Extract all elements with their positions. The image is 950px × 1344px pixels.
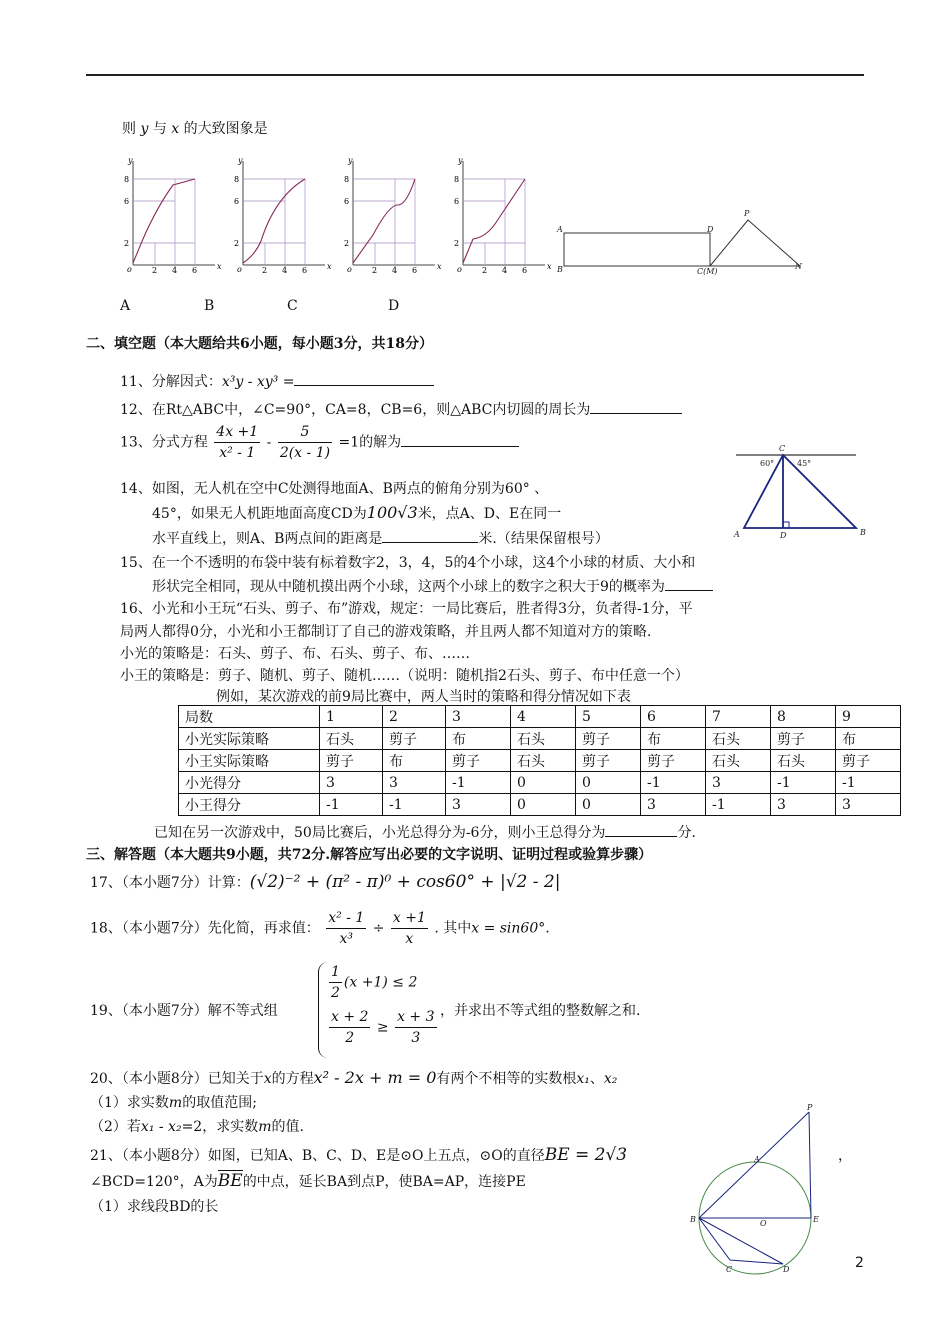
graph-options-figure xyxy=(115,155,815,285)
table-cell: 3 xyxy=(446,794,511,816)
q13: 13、分式方程 $\frac{4x +1}{\text{x² - 1}}$ - $\frac{5}{2(x - 1)}$ =1的解为 xyxy=(120,422,519,463)
q21-fig-D: D xyxy=(783,1265,790,1274)
fig-label-B: B xyxy=(557,265,563,274)
q14-figure xyxy=(726,440,876,540)
table-cell: 4 xyxy=(511,706,576,728)
graph-curve xyxy=(133,179,195,263)
table-cell: 小光实际策略 xyxy=(179,728,320,750)
section2-title: 二、填空题（本大题给共6小题，每小题3分，共18分） xyxy=(86,336,433,352)
graph-guides xyxy=(243,179,305,265)
table-cell: 0 xyxy=(511,772,576,794)
table-cell: 5 xyxy=(576,706,641,728)
graph-y-label: y xyxy=(348,156,353,165)
table-cell: 0 xyxy=(576,794,641,816)
option-A: A xyxy=(120,298,131,314)
table-cell: 剪子 xyxy=(576,728,641,750)
q18: 18、（本小题7分）先化简，再求值： $\frac{\text{x² - 1}}{\text{x³}}$ ÷ $\frac{x +1}{x}$ . 其中x = sin60°. xyxy=(90,910,550,947)
q11: 11、分解因式：x³y - xy³ = xyxy=(120,371,434,391)
graph-guides xyxy=(463,179,525,265)
q21-line1: 21、（本小题8分）如图，已知A、B、C、D、E是⊙O上五点，⊙O的直径BE = 2√3 xyxy=(90,1145,628,1165)
graph-curve xyxy=(463,179,525,263)
q14-fig-60: 60° xyxy=(760,459,775,468)
graph-ytick: 2 xyxy=(234,239,240,248)
graph-ytick: 8 xyxy=(124,175,130,184)
option-C: C xyxy=(287,298,298,314)
q16-line2: 局两人都得0分，小光和小王都制订了自己的游戏策略，并且两人都不知道对方的策略. xyxy=(120,624,652,640)
graph-xtick: 2 xyxy=(372,266,378,275)
graph-xtick: 4 xyxy=(172,266,178,275)
q12: 12、在Rt△ABC中，∠C=90°，CA=8，CB=6，则△ABC内切圆的周长为 xyxy=(120,399,682,419)
table-row xyxy=(179,772,901,794)
graph-ytick: 6 xyxy=(454,197,460,206)
graph-origin: o xyxy=(237,265,242,274)
table-cell: -1 xyxy=(836,772,901,794)
graph-ytick: 6 xyxy=(124,197,130,206)
graph-axes xyxy=(353,161,435,265)
table-cell: 7 xyxy=(706,706,771,728)
graph-x-label: x xyxy=(547,262,552,271)
graph-xtick: 4 xyxy=(282,266,288,275)
option-D: D xyxy=(388,298,400,314)
table-cell: 3 xyxy=(320,772,383,794)
table-cell: 3 xyxy=(771,794,836,816)
table-cell: 剪子 xyxy=(446,750,511,772)
graph-ytick: 2 xyxy=(124,239,130,248)
q14-line1: 14、如图，无人机在空中C处测得地面A、B两点的俯角分别为60° 、 xyxy=(120,481,549,497)
q14-fig-B: B xyxy=(860,528,866,537)
page-number: 2 xyxy=(855,1255,864,1271)
table-cell: 布 xyxy=(383,750,446,772)
graph-x-label: x xyxy=(437,262,442,271)
graph-xtick: 6 xyxy=(302,266,308,275)
q17: 17、（本小题7分）计算：(√2)⁻² + (π² - π)⁰ + cos60° + |√2 - 2| xyxy=(90,872,561,892)
q14-fig-D: D xyxy=(780,531,787,540)
table-cell: 剪子 xyxy=(836,750,901,772)
q21-fig-B: B xyxy=(690,1215,696,1224)
table-cell: 3 xyxy=(383,772,446,794)
q19-label: 19、（本小题7分）解不等式组 xyxy=(90,1003,278,1019)
table-cell: 布 xyxy=(446,728,511,750)
table-cell: 石头 xyxy=(771,750,836,772)
table-cell: 1 xyxy=(320,706,383,728)
graph-ytick: 8 xyxy=(234,175,240,184)
table-cell: 石头 xyxy=(320,728,383,750)
q20-line1: 20、（本小题8分）已知关于x的方程x² - 2x + m = 0有两个不相等的实数根x₁、x₂ xyxy=(90,1068,618,1087)
option-B: B xyxy=(204,298,215,314)
graph-x-label: x xyxy=(327,262,332,271)
q20-part2: （2）若x₁ - x₂=2，求实数m的值. xyxy=(90,1119,304,1135)
graph-y-label: y xyxy=(128,156,133,165)
table-cell: 0 xyxy=(576,772,641,794)
table-cell: -1 xyxy=(446,772,511,794)
table-cell: 小王实际策略 xyxy=(179,750,320,772)
fig-label-A: A xyxy=(557,225,563,234)
table-cell: -1 xyxy=(771,772,836,794)
graph-ytick: 2 xyxy=(344,239,350,248)
graph-axes xyxy=(133,161,215,265)
fig-label-CM: C(M) xyxy=(697,267,718,276)
q16-line3: 小光的策略是：石头、剪子、布、石头、剪子、布、…… xyxy=(120,646,470,662)
table-row xyxy=(179,750,901,772)
table-cell: 剪子 xyxy=(641,750,706,772)
graph-ytick: 6 xyxy=(344,197,350,206)
table-row xyxy=(179,706,901,728)
table-cell: 石头 xyxy=(706,750,771,772)
table-cell: 剪子 xyxy=(383,728,446,750)
q15-line2: 形状完全相同，现从中随机摸出两个小球，这两个小球上的数字之积大于9的概率为 xyxy=(152,576,713,596)
graph-guides xyxy=(353,179,415,265)
q14-line3: 水平直线上，则A、B两点间的距离是 米.（结果保留根号） xyxy=(152,531,609,547)
table-cell: 剪子 xyxy=(576,750,641,772)
table-cell: 8 xyxy=(771,706,836,728)
q16-line6: 已知在另一次游戏中，50局比赛后，小光总得分为-6分，则小王总得分为 分. xyxy=(154,825,696,841)
table-cell: 小王得分 xyxy=(179,794,320,816)
table-cell: 石头 xyxy=(511,728,576,750)
q21-figure xyxy=(688,1100,828,1280)
graph-xtick: 6 xyxy=(192,266,198,275)
table-cell: 石头 xyxy=(706,728,771,750)
graph-origin: o xyxy=(127,265,132,274)
graph-axes xyxy=(243,161,325,265)
graph-curve xyxy=(243,179,305,263)
q16-line1: 16、小光和小王玩“石头、剪子、布”游戏，规定：一局比赛后，胜者得3分，负者得-1分，平 xyxy=(120,601,693,617)
q10-tail: 则 y 与 x 的大致图象是 xyxy=(122,121,268,137)
graph-y-label: y xyxy=(458,156,463,165)
q14-fig-45: 45° xyxy=(797,459,812,468)
graph-axes xyxy=(463,161,545,265)
graph-ytick: 2 xyxy=(454,239,460,248)
q15-line1: 15、在一个不透明的布袋中装有标着数字2，3，4，5的4个小球，这4个小球的材质、大小和 xyxy=(120,555,696,571)
graph-ytick: 8 xyxy=(344,175,350,184)
table-cell: -1 xyxy=(320,794,383,816)
table-cell: 布 xyxy=(836,728,901,750)
q19-tail: ，并求出不等式组的整数解之和. xyxy=(440,1003,641,1019)
graph-guides xyxy=(133,179,195,265)
q14-fig-A: A xyxy=(734,530,740,539)
graph-curve xyxy=(353,179,415,263)
q21-fig-E: E xyxy=(813,1215,819,1224)
table-cell: -1 xyxy=(641,772,706,794)
table-cell: 小光得分 xyxy=(179,772,320,794)
table-cell: 3 xyxy=(446,706,511,728)
table-cell: 3 xyxy=(836,794,901,816)
graph-origin: o xyxy=(347,265,352,274)
q21-comma: ， xyxy=(838,1148,852,1164)
table-cell: 9 xyxy=(836,706,901,728)
q21-line2: ∠BCD=120°，A为BE的中点，延长BA到点P，使BA=AP，连接PE xyxy=(90,1171,526,1191)
table-row xyxy=(179,794,901,816)
graph-ytick: 8 xyxy=(454,175,460,184)
graph-xtick: 2 xyxy=(262,266,268,275)
table-cell: 3 xyxy=(641,794,706,816)
section3-title: 三、解答题（本大题共9小题，共72分.解答应写出必要的文字说明、证明过程或验算步骤） xyxy=(86,847,653,863)
graph-xtick: 4 xyxy=(502,266,508,275)
q21-fig-P: P xyxy=(807,1103,813,1112)
q14-fig-C: C xyxy=(779,444,786,453)
table-cell: 石头 xyxy=(511,750,576,772)
graph-B xyxy=(234,156,332,275)
graph-y-label: y xyxy=(238,156,243,165)
table-cell: 0 xyxy=(511,794,576,816)
graph-C xyxy=(344,156,442,275)
q21-fig-C: C xyxy=(726,1265,733,1274)
graph-xtick: 2 xyxy=(482,266,488,275)
header-rule xyxy=(86,74,864,76)
q14-line2: 45°，如果无人机距地面高度CD为100√3米，点A、D、E在同一 xyxy=(152,503,562,522)
graph-D xyxy=(454,156,552,275)
graph-A xyxy=(124,156,222,275)
q16-line5: 例如，某次游戏的前9局比赛中，两人当时的策略和得分情况如下表 xyxy=(216,689,631,705)
graph-xtick: 6 xyxy=(412,266,418,275)
fig-label-N: N xyxy=(795,262,802,271)
graph-origin: o xyxy=(457,265,462,274)
table-cell: 6 xyxy=(641,706,706,728)
table-cell: 布 xyxy=(641,728,706,750)
q21-line3: （1）求线段BD的长 xyxy=(90,1199,219,1215)
table-cell: -1 xyxy=(706,794,771,816)
table-cell: 剪子 xyxy=(771,728,836,750)
graph-x-label: x xyxy=(217,262,222,271)
q19-system: $\frac{1}{2}$ (x +1) ≤ 2 $\frac{x + 2}{2}$ ≥ $\frac{x + 3}{3}$ xyxy=(318,962,439,1058)
score-table xyxy=(178,705,901,816)
table-cell: 剪子 xyxy=(320,750,383,772)
fig-label-D: D xyxy=(707,225,714,234)
table-cell: 3 xyxy=(706,772,771,794)
table-cell: 局数 xyxy=(179,706,320,728)
q16-line4: 小王的策略是：剪子、随机、剪子、随机……（说明：随机指2石头、剪子、布中任意一个） xyxy=(120,668,689,684)
graph-xtick: 6 xyxy=(522,266,528,275)
q21-fig-A: A xyxy=(754,1155,760,1164)
fig-label-P: P xyxy=(744,209,750,218)
table-cell: 2 xyxy=(383,706,446,728)
q21-fig-O: O xyxy=(760,1219,767,1228)
q20-part1: （1）求实数m的取值范围; xyxy=(90,1095,257,1111)
graph-xtick: 4 xyxy=(392,266,398,275)
graph-ytick: 6 xyxy=(234,197,240,206)
rect-triangle-figure xyxy=(564,220,800,266)
table-cell: -1 xyxy=(383,794,446,816)
graph-xtick: 2 xyxy=(152,266,158,275)
table-row xyxy=(179,728,901,750)
